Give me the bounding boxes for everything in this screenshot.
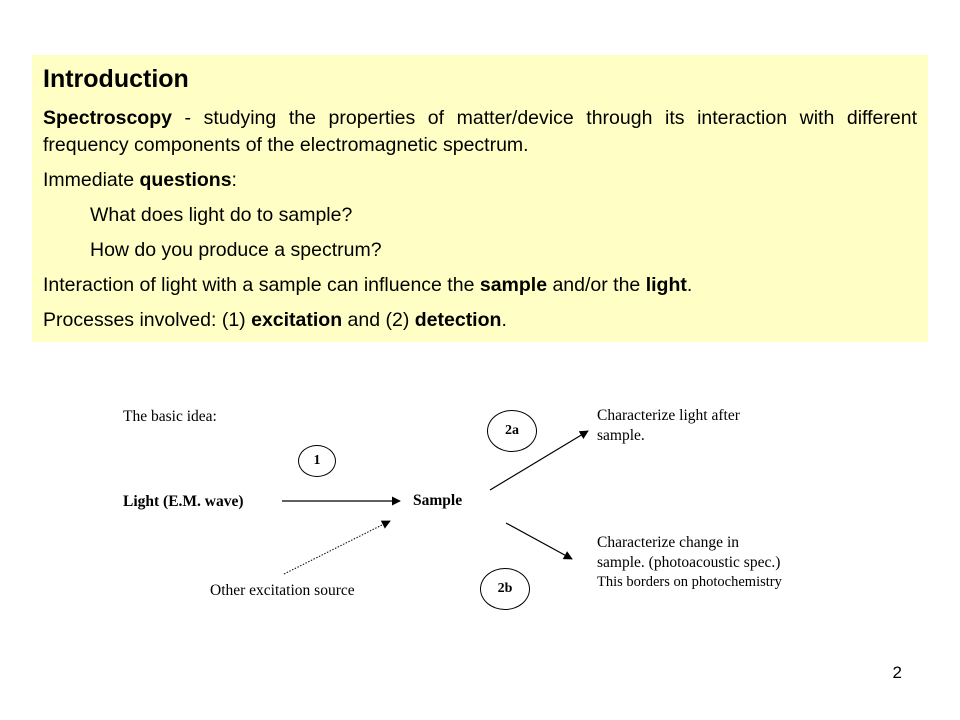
questions-suffix: : [231, 169, 237, 191]
sample-label: Sample [413, 492, 463, 509]
questions-prefix: Immediate [43, 169, 140, 191]
page-number: 2 [892, 663, 902, 682]
step-2a-circle: 2a [487, 410, 537, 452]
definition-term: Spectroscopy [43, 107, 172, 129]
interaction-part1: Interaction of light with a sample can influence the [43, 274, 480, 296]
interaction-part3: . [686, 274, 693, 296]
question-item-1: What does light do to sample? [90, 204, 353, 226]
outcome-b-line-3: This borders on photochemistry [597, 574, 782, 590]
light-label: Light (E.M. wave) [123, 493, 244, 510]
other-source-label: Other excitation source [210, 582, 355, 599]
processes-part3: . [501, 309, 507, 331]
other-source-arrow [284, 521, 390, 574]
question-item-2: How do you produce a spectrum? [90, 239, 382, 261]
outcome-b-line-2: sample. (photoacoustic spec.) [597, 554, 781, 571]
processes-part2: and (2) [342, 309, 415, 331]
processes-line [43, 307, 917, 334]
outcome-b-line-1: Characterize change in [597, 534, 739, 551]
processes-part1: Processes involved: (1) [43, 309, 252, 331]
intro-title: Introduction [43, 65, 189, 93]
step-1-circle: 1 [298, 445, 336, 477]
definition-paragraph [43, 105, 917, 159]
step-2b-circle: 2b [480, 568, 530, 610]
processes-bold-detection: detection [414, 309, 502, 331]
questions-bold: questions [139, 169, 232, 191]
outcome-a-line-2: sample. [597, 427, 645, 444]
interaction-bold-light: light [645, 274, 687, 296]
intro-box [32, 55, 928, 342]
questions-line [43, 167, 917, 194]
diagram-heading: The basic idea: [123, 408, 217, 425]
interaction-bold-sample: sample [479, 274, 548, 296]
processes-bold-excitation: excitation [251, 309, 343, 331]
sample-to-change-arrow [506, 523, 572, 559]
interaction-part2: and/or the [547, 274, 646, 296]
definition-text: - studying the properties of matter/device through its interaction with different frequency components of the electromagnetic spectrum. [43, 107, 917, 156]
interaction-line [43, 272, 917, 299]
basic-idea-diagram [0, 380, 960, 620]
outcome-a-line-1: Characterize light after [597, 407, 740, 424]
